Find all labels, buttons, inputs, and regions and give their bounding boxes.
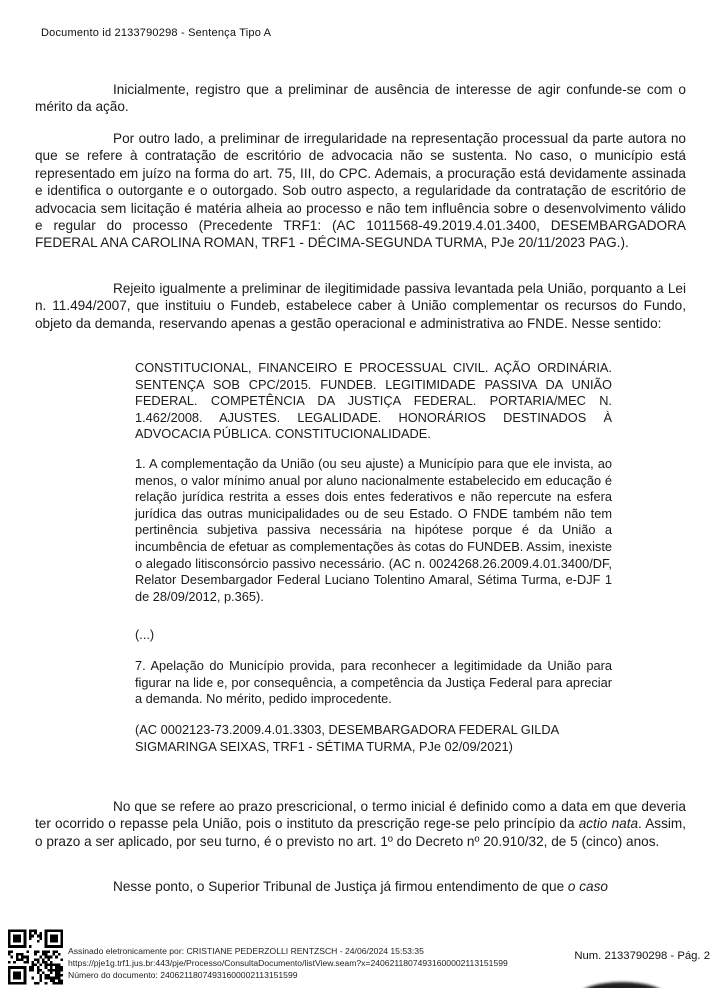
prazo-text-start: No que se refere ao prazo prescricional, o termo inicial é definido como a data em que deveria ter ocorrido o repasse pela União, pois o instituto da prescrição rege-se pelo princípio da — [35, 799, 686, 832]
paragraph-preliminar-interesse: Inicialmente, registro que a preliminar de ausência de interesse de agir confunde-se com o mérito da ação. — [35, 82, 686, 115]
document-number-line: Número do documento: 24062118074931600002113151599 — [68, 970, 298, 980]
paragraph-prazo-prescricional — [35, 798, 686, 850]
page-number-ref: Num. 2133790298 - Pág. 2 — [574, 950, 710, 962]
stj-italic-term: o caso — [567, 879, 608, 894]
paragraph-representacao-processual: Por outro lado, a preliminar de irregularidade na representação processual da parte autora no que se refere à contratação de escritório de advocacia não se sustenta. No caso, o município está representado em juízo na forma do art. 75, III, do CPC. Ademais, a procuração está devidamente assinada e identifica o outorgante e o outorgado. Sob outro aspecto, a regularidade da contratação de escritório de advocacia sem licitação é matéria alheia ao processo e não tem influência sobre o desenvolvimento válido e regular do processo (Precedente TRF1: (AC 1011568-49.2019.4.01.3400, DESEMBARGADORA FEDERAL ANA CAROLINA ROMAN, TRF1 - DÉCIMA-SEGUNDA TURMA, PJe 20/11/2023 PAG.). — [35, 131, 686, 251]
paragraph-stj-entendimento — [35, 878, 686, 895]
paragraph-ilegitimidade-passiva: Rejeito igualmente a preliminar de ilegitimidade passiva levantada pela União, porquanto a Lei n. 11.494/2007, que instituiu o Fundeb, estabelece caber à União complementar os recursos do Fundo, objeto da demanda, reservando apenas a gestão operacional e administrativa ao FNDE. Nesse sentido: — [35, 281, 686, 331]
signature-line: Assinado eletronicamente por: CRISTIANE PEDERZOLLI RENTZSCH - 24/06/2024 15:53:35 — [68, 946, 424, 956]
blockquote-citation: (AC 0002123-73.2009.4.01.3303, DESEMBARGADORA FEDERAL GILDA SIGMARINGA SEIXAS, TRF1 - SÉTIMA TURMA, PJe 02/09/2021) — [135, 722, 559, 754]
stamp-arc — [578, 982, 666, 988]
stj-text-start: Nesse ponto, o Superior Tribunal de Justiça já firmou entendimento de que — [113, 879, 568, 894]
blockquote-item-1: 1. A complementação da União (ou seu ajuste) a Município para que ele invista, ao menos, o valor mínimo anual por aluno nacionalmente estabelecido em educação é relação jurídica restrita a esses dois entes federativos e não repercute na esfera jurídica das outras municipalidades ou de seu Estado. O FNDE também não tem pertinência subjetiva passiva necessária na hipótese porque é da União a incumbência de efetuar as complementações às cotas do FUNDEB. Assim, inexiste o alegado litisconsórcio passivo necessário. (AC n. 0024268.26.2009.4.01.3400/DF, Relator Desembargador Federal Luciano Tolentino Amaral, Sétima Turma, e-DJF 1 de 28/09/2012, p.365). — [135, 456, 612, 604]
signature-block — [68, 945, 508, 981]
prazo-latin-term: actio nata — [578, 816, 639, 832]
prazo-text-end: . Assim, o prazo a ser aplicado, por seu turno, é o previsto no art. 1º do Decreto nº 20.910/32, de 5 (cinco) anos. — [35, 816, 686, 849]
verification-url: https://pje1g.trf1.jus.br:443/pje/Processo/ConsultaDocumento/listView.seam?x=24062118074931600002113151599 — [68, 958, 508, 968]
document-header: Documento id 2133790298 - Sentença Tipo A — [41, 27, 272, 39]
qr-code-icon — [8, 928, 63, 986]
blockquote-ellipsis: (...) — [135, 627, 155, 642]
blockquote-ementa-heading: CONSTITUCIONAL, FINANCEIRO E PROCESSUAL CIVIL. AÇÃO ORDINÁRIA. SENTENÇA SOB CPC/2015. FUNDEB. LEGITIMIDADE PASSIVA DA UNIÃO FEDERAL. COMPETÊNCIA DA JUSTIÇA FEDERAL. PORTARIA/MEC N. 1.462/2008. AJUSTES. LEGALIDADE. HONORÁRIOS DESTINADOS À ADVOCACIA PÚBLICA. CONSTITUCIONALIDADE. — [135, 360, 612, 442]
blockquote-item-7: 7. Apelação do Município provida, para reconhecer a legitimidade da União para figurar na lide e, por consequência, a competência da Justiça Federal para apreciar a demanda. No mérito, pedido improcedente. — [135, 658, 612, 707]
